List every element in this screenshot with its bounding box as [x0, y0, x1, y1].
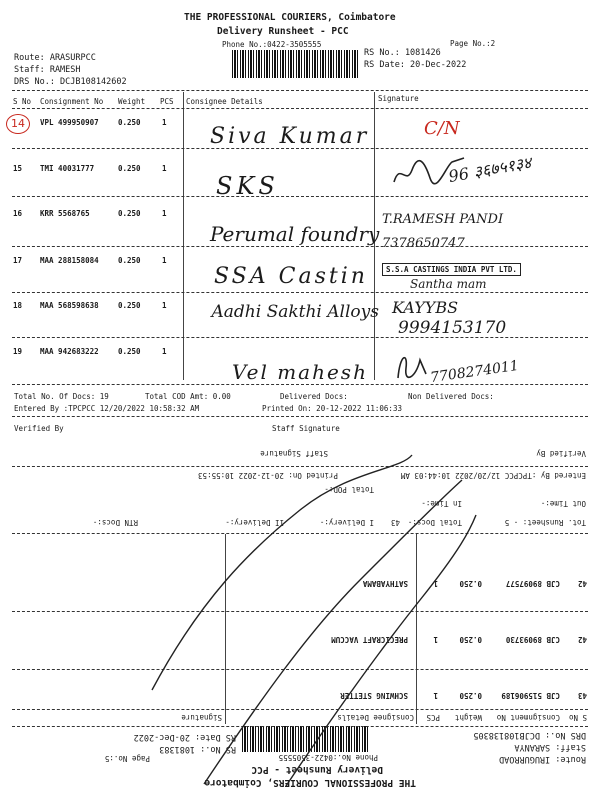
out-time: Out Time:- [540, 499, 586, 508]
rs-date: RS Date: 20-Dec-2022 [133, 732, 236, 742]
pcs: 1 [162, 164, 167, 173]
handwritten-signature: T.RAMESH PANDI 7378650747 [382, 212, 504, 251]
handwritten-phone: 7708274011 [429, 357, 520, 387]
col-header-sno: S No [568, 713, 587, 722]
row-number: 19 [13, 347, 23, 356]
weight: 0.250 [118, 164, 141, 173]
col-header-consignment: Consignment No [40, 97, 104, 106]
total-runsheet: Tot. Runsheet: - 5 [504, 518, 586, 527]
page-number: Page No.:2 [450, 39, 496, 48]
consignment-number: MAA 288158084 [40, 256, 99, 265]
phone-number: Phone No.:0422-3505555 [278, 753, 378, 762]
circled-row-number: 14 [6, 114, 30, 134]
staff: Staff: SARANYA [514, 742, 586, 752]
weight: 0.250 [118, 347, 141, 356]
phone-number: Phone No.:0422-3505555 [222, 40, 322, 49]
company-name: THE PROFESSIONAL COURIERS, Coimbatore [184, 12, 396, 23]
second-delivery: II Delivery:- [225, 518, 284, 527]
consignee-name: SATHYABAMA [362, 579, 408, 588]
col-header-sno: S No [13, 97, 32, 106]
col-header-signature: Signature [181, 713, 222, 722]
rs-date: RS Date: 20-Dec-2022 [364, 60, 467, 70]
rs-number: RS No.: 1081383 [159, 744, 236, 754]
printed-on: Printed On: 20-12-2022 10:55:53 [198, 471, 338, 480]
weight: 0.250 [459, 691, 482, 700]
verified-by: Verified By [14, 424, 64, 433]
consignee-name: SCHWING STETTER [340, 691, 408, 700]
route: Route: ARASURPCC [14, 53, 96, 63]
route: Route: IRUGURROAD [499, 754, 586, 764]
pcs: 1 [433, 691, 438, 700]
in-time: In Time:- [421, 499, 462, 508]
rtn-docs: RTN Docs:- [92, 518, 138, 527]
weight: 0.250 [118, 118, 141, 127]
verified-by: Verified By [536, 449, 586, 458]
consignment-number: VPL 499950907 [40, 118, 99, 127]
total-pod: Total POD:- [324, 485, 374, 494]
handwritten-signature: 96 ३६७५१३४ [447, 152, 533, 187]
pcs: 1 [162, 209, 167, 218]
row-number: 42 [577, 635, 587, 644]
drs-number: DRS No.: DCJB108142602 [14, 77, 127, 87]
sheet-title: Delivery Runsheet - PCC [251, 764, 383, 775]
consignment-number: MAA 942683222 [40, 347, 99, 356]
total-docs: Total No. Of Docs: 19 [14, 392, 109, 401]
consignment-number: MAA 568598638 [40, 301, 99, 310]
consignment-number: CJB 515906189 [501, 691, 560, 700]
weight: 0.250 [118, 301, 141, 310]
handwritten-signature: C/N [424, 118, 460, 139]
handwritten-consignee: SSA Castin [214, 264, 368, 289]
row-number: 15 [13, 164, 23, 173]
drs-number: DRS No.: DCJB108138305 [473, 730, 586, 740]
company-stamp: S.S.A CASTINGS INDIA PVT LTD. [382, 263, 521, 276]
weight: 0.250 [459, 579, 482, 588]
consignment-number: KRR 5568765 [40, 209, 90, 218]
printed-on: Printed On: 20-12-2022 11:06:33 [262, 404, 402, 413]
row-number: 17 [13, 256, 23, 265]
handwritten-consignee: Aadhi Sakthi Alloys [211, 302, 379, 322]
row-number: 16 [13, 209, 23, 218]
handwritten-phone: 9994153170 [398, 318, 507, 338]
entered-by: Entered By :TPCPCC 12/20/2022 10:58:32 AM [14, 404, 200, 413]
row-number: 42 [577, 579, 587, 588]
col-header-weight: Weight [454, 713, 482, 722]
consignee-name: PRECICRAFT VACCUM [331, 635, 408, 644]
entered-by: Entered By :TPCPCC 12/20/2022 10:44:03 AM [400, 471, 586, 480]
staff-signature: Staff Signature [260, 449, 328, 458]
total-cod: Total COD Amt: 0.00 [145, 392, 231, 401]
col-header-pcs: PCS [160, 97, 174, 106]
row-number: 43 [577, 691, 587, 700]
consignment-number: TMI 40031777 [40, 164, 95, 173]
weight: 0.250 [118, 209, 141, 218]
rs-number: RS No.: 1081426 [364, 48, 441, 58]
consignment-number: CJB 89093730 [505, 635, 560, 644]
page-number: Page No.:5 [104, 754, 150, 763]
handwritten-consignee: SKS [216, 172, 279, 200]
consignment-number: CJB 89097577 [505, 579, 560, 588]
non-delivered-docs: Non Delivered Docs: [408, 392, 494, 401]
handwritten-consignee: Siva Kumar [210, 124, 370, 149]
first-delivery: I Delivery:- [319, 518, 374, 527]
handwritten-signature: Santha mam [410, 277, 487, 291]
pcs: 1 [162, 347, 167, 356]
handwritten-consignee: Perumal foundry [210, 222, 380, 246]
col-header-consignee: Consignee Details [337, 713, 414, 722]
sheet-title: Delivery Runsheet - PCC [217, 26, 349, 37]
staff-signature: Staff Signature [272, 424, 340, 433]
col-header-weight: Weight [118, 97, 146, 106]
handwritten-signature-name: KAYYBS [392, 298, 459, 317]
handwritten-consignee: Vel mahesh [232, 360, 368, 384]
weight: 0.250 [118, 256, 141, 265]
staff: Staff: RAMESH [14, 65, 81, 75]
row-number: 18 [13, 301, 23, 310]
pcs: 1 [162, 301, 167, 310]
delivered-docs: Delivered Docs: [280, 392, 348, 401]
pcs: 1 [162, 118, 167, 127]
pcs: 1 [433, 579, 438, 588]
pcs: 1 [433, 635, 438, 644]
total-docs-value: 43 [390, 518, 400, 527]
pcs: 1 [162, 256, 167, 265]
col-header-consignment: Consignment No [496, 713, 560, 722]
col-header-pcs: PCS [426, 713, 440, 722]
company-name: THE PROFESSIONAL COURIERS, Coimbatore [204, 777, 416, 788]
col-header-signature: Signature [378, 94, 419, 103]
weight: 0.250 [459, 635, 482, 644]
total-docs-label: Total Docs:- [407, 518, 462, 527]
col-header-consignee: Consignee Details [186, 97, 263, 106]
